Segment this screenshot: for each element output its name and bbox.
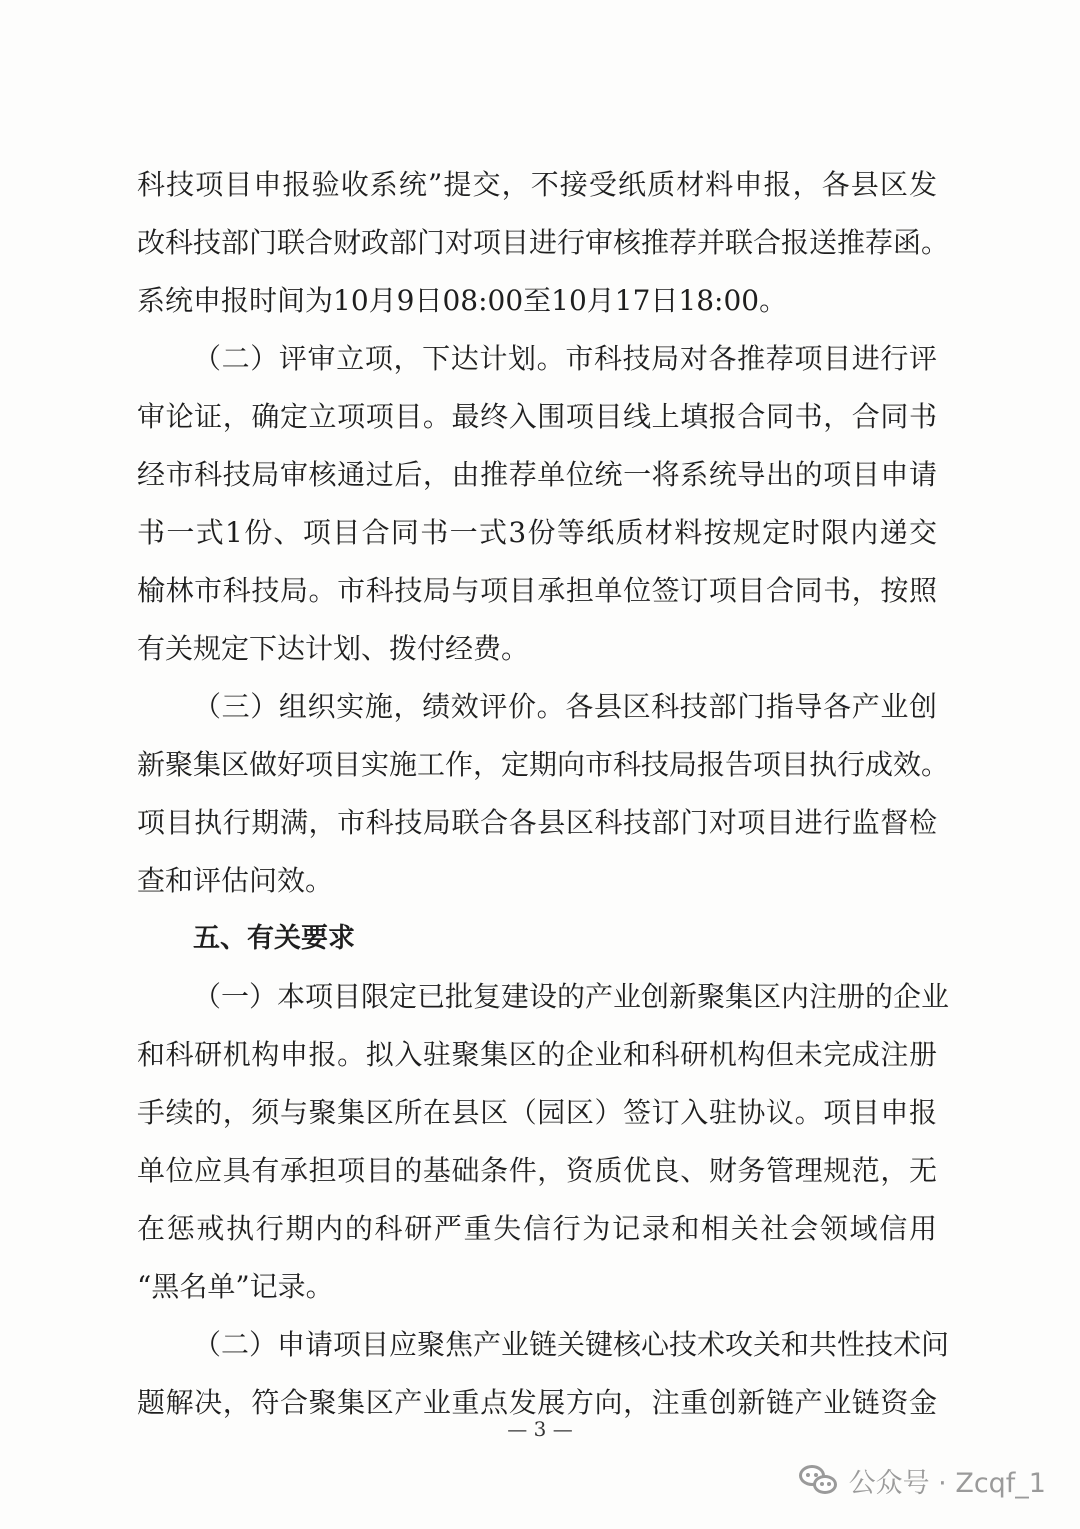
text-line: 新聚集区做好项目实施工作，定期向市科技局报告项目执行成效。: [137, 748, 950, 781]
text-line: （二）评审立项，下达计划。市科技局对各推荐项目进行评: [193, 342, 937, 375]
text-line: 和科研机构申报。拟入驻聚集区的企业和科研机构但未完成注册: [137, 1038, 937, 1071]
text-line: 科技项目申报验收系统”提交，不接受纸质材料申报，各县区发: [137, 168, 937, 201]
wechat-icon: [799, 1463, 839, 1497]
text-line: 项目执行期满，市科技局联合各县区科技部门对项目进行监督检: [137, 806, 937, 839]
text-line: 书一式1份、项目合同书一式3份等纸质材料按规定时限内递交: [137, 516, 937, 549]
text-line: 审论证，确定立项项目。最终入围项目线上填报合同书，合同书: [137, 400, 937, 433]
text-line: 系统申报时间为10月9日08:00至10月17日18:00。: [137, 284, 788, 317]
text-line: （三）组织实施，绩效评价。各县区科技部门指导各产业创: [193, 690, 937, 723]
text-line: 单位应具有承担项目的基础条件，资质优良、财务管理规范，无: [137, 1154, 937, 1187]
section-heading: 五、有关要求: [193, 923, 355, 954]
text-line: 查和评估问效。: [137, 864, 334, 897]
text-line: （一）本项目限定已批复建设的产业创新聚集区内注册的企业: [193, 980, 950, 1013]
page-number: — 3 —: [507, 1417, 573, 1441]
text-line: （二）申请项目应聚焦产业链关键核心技术攻关和共性技术问: [193, 1328, 950, 1361]
text-line: 经市科技局审核通过后，由推荐单位统一将系统导出的项目申请: [137, 458, 937, 491]
text-line: 有关规定下达计划、拨付经费。: [137, 632, 530, 665]
document-body: [137, 156, 950, 1432]
watermark: [799, 1458, 1046, 1502]
watermark-text: 公众号 · Zcqf_1: [848, 1467, 1046, 1499]
text-line: 手续的，须与聚集区所在县区（园区）签订入驻协议。项目申报: [137, 1096, 937, 1129]
text-line: 题解决，符合聚集区产业重点发展方向，注重创新链产业链资金: [137, 1386, 937, 1419]
text-line: “黑名单”记录。: [137, 1270, 334, 1303]
text-line: 榆林市科技局。市科技局与项目承担单位签订项目合同书，按照: [137, 574, 937, 607]
text-line: 改科技部门联合财政部门对项目进行审核推荐并联合报送推荐函。: [137, 226, 950, 259]
text-line: 在惩戒执行期内的科研严重失信行为记录和相关社会领域信用: [137, 1212, 937, 1245]
